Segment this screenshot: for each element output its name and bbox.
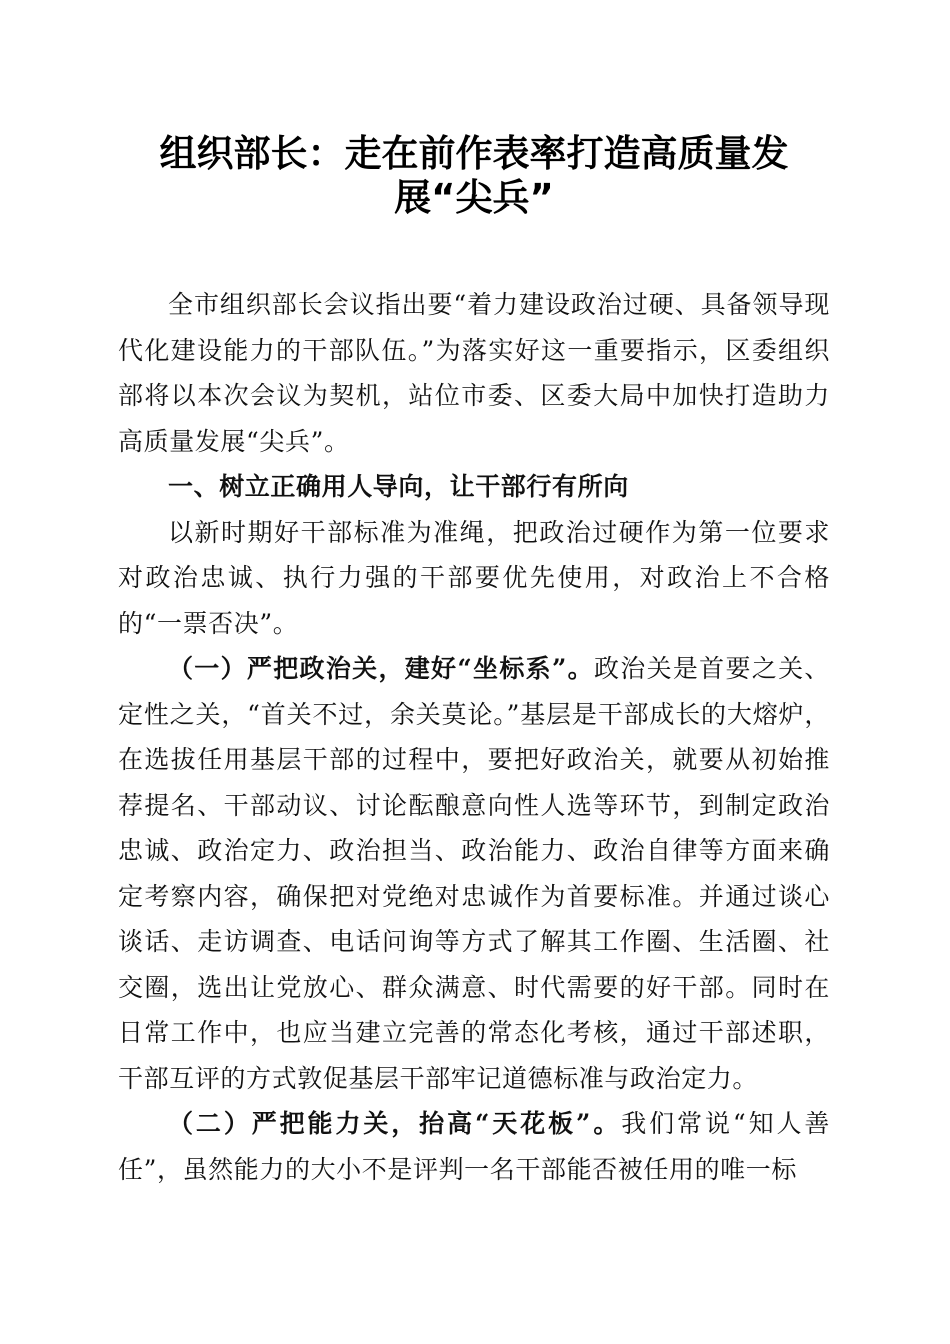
document-title: 组织部长：走在前作表率打造高质量发展“尖兵” [159,132,789,219]
subsection-2-paragraph [118,1101,830,1192]
subsection-2-lead: （二）严把能力关，抬高“天花板”。 [168,1109,622,1138]
intro-paragraph: 全市组织部长会议指出要“着力建设政治过硬、具备领导现代化建设能力的干部队伍。”为落实好这一重要指示，区委组织部将以本次会议为契机，站位市委、区委大局中加快打造助力高质量发展“尖兵”。 [118,290,830,456]
section-heading: 一、树立正确用人导向，让干部行有所向 [168,472,629,501]
subsection-1-text: 政治关是首要之关、定性之关，“首关不过，余关莫论。”基层是干部成长的大熔炉，在选拔任用基层干部的过程中，要把好政治关，就要从初始推荐提名、干部动议、讨论酝酿意向性人选等环节，到制定政治忠诚、政治定力、政治担当、政治能力、政治自律等方面来确定考察内容，确保把对党绝对忠诚作为首要标准。并通过谈心谈话、走访调查、电话问询等方式了解其工作圈、生活圈、社交圈，选出让党放心、群众满意、时代需要的好干部。同时在日常工作中，也应当建立完善的常态化考核，通过干部述职，干部互评的方式敦促基层干部牢记道德标准与政治定力。 [118,654,830,1093]
document-body [118,282,830,1192]
subsection-2-text: 我们常说“知人善任”，虽然能力的大小不是评判一名干部能否被任用的唯一标 [118,1109,830,1184]
subsection-1-paragraph [118,646,830,1101]
subsection-1-lead: （一）严把政治关，建好“坐标系”。 [168,654,594,683]
section-paragraph: 以新时期好干部标准为准绳，把政治过硬作为第一位要求对政治忠诚、执行力强的干部要优先使用，对政治上不合格的“一票否决”。 [118,517,830,638]
